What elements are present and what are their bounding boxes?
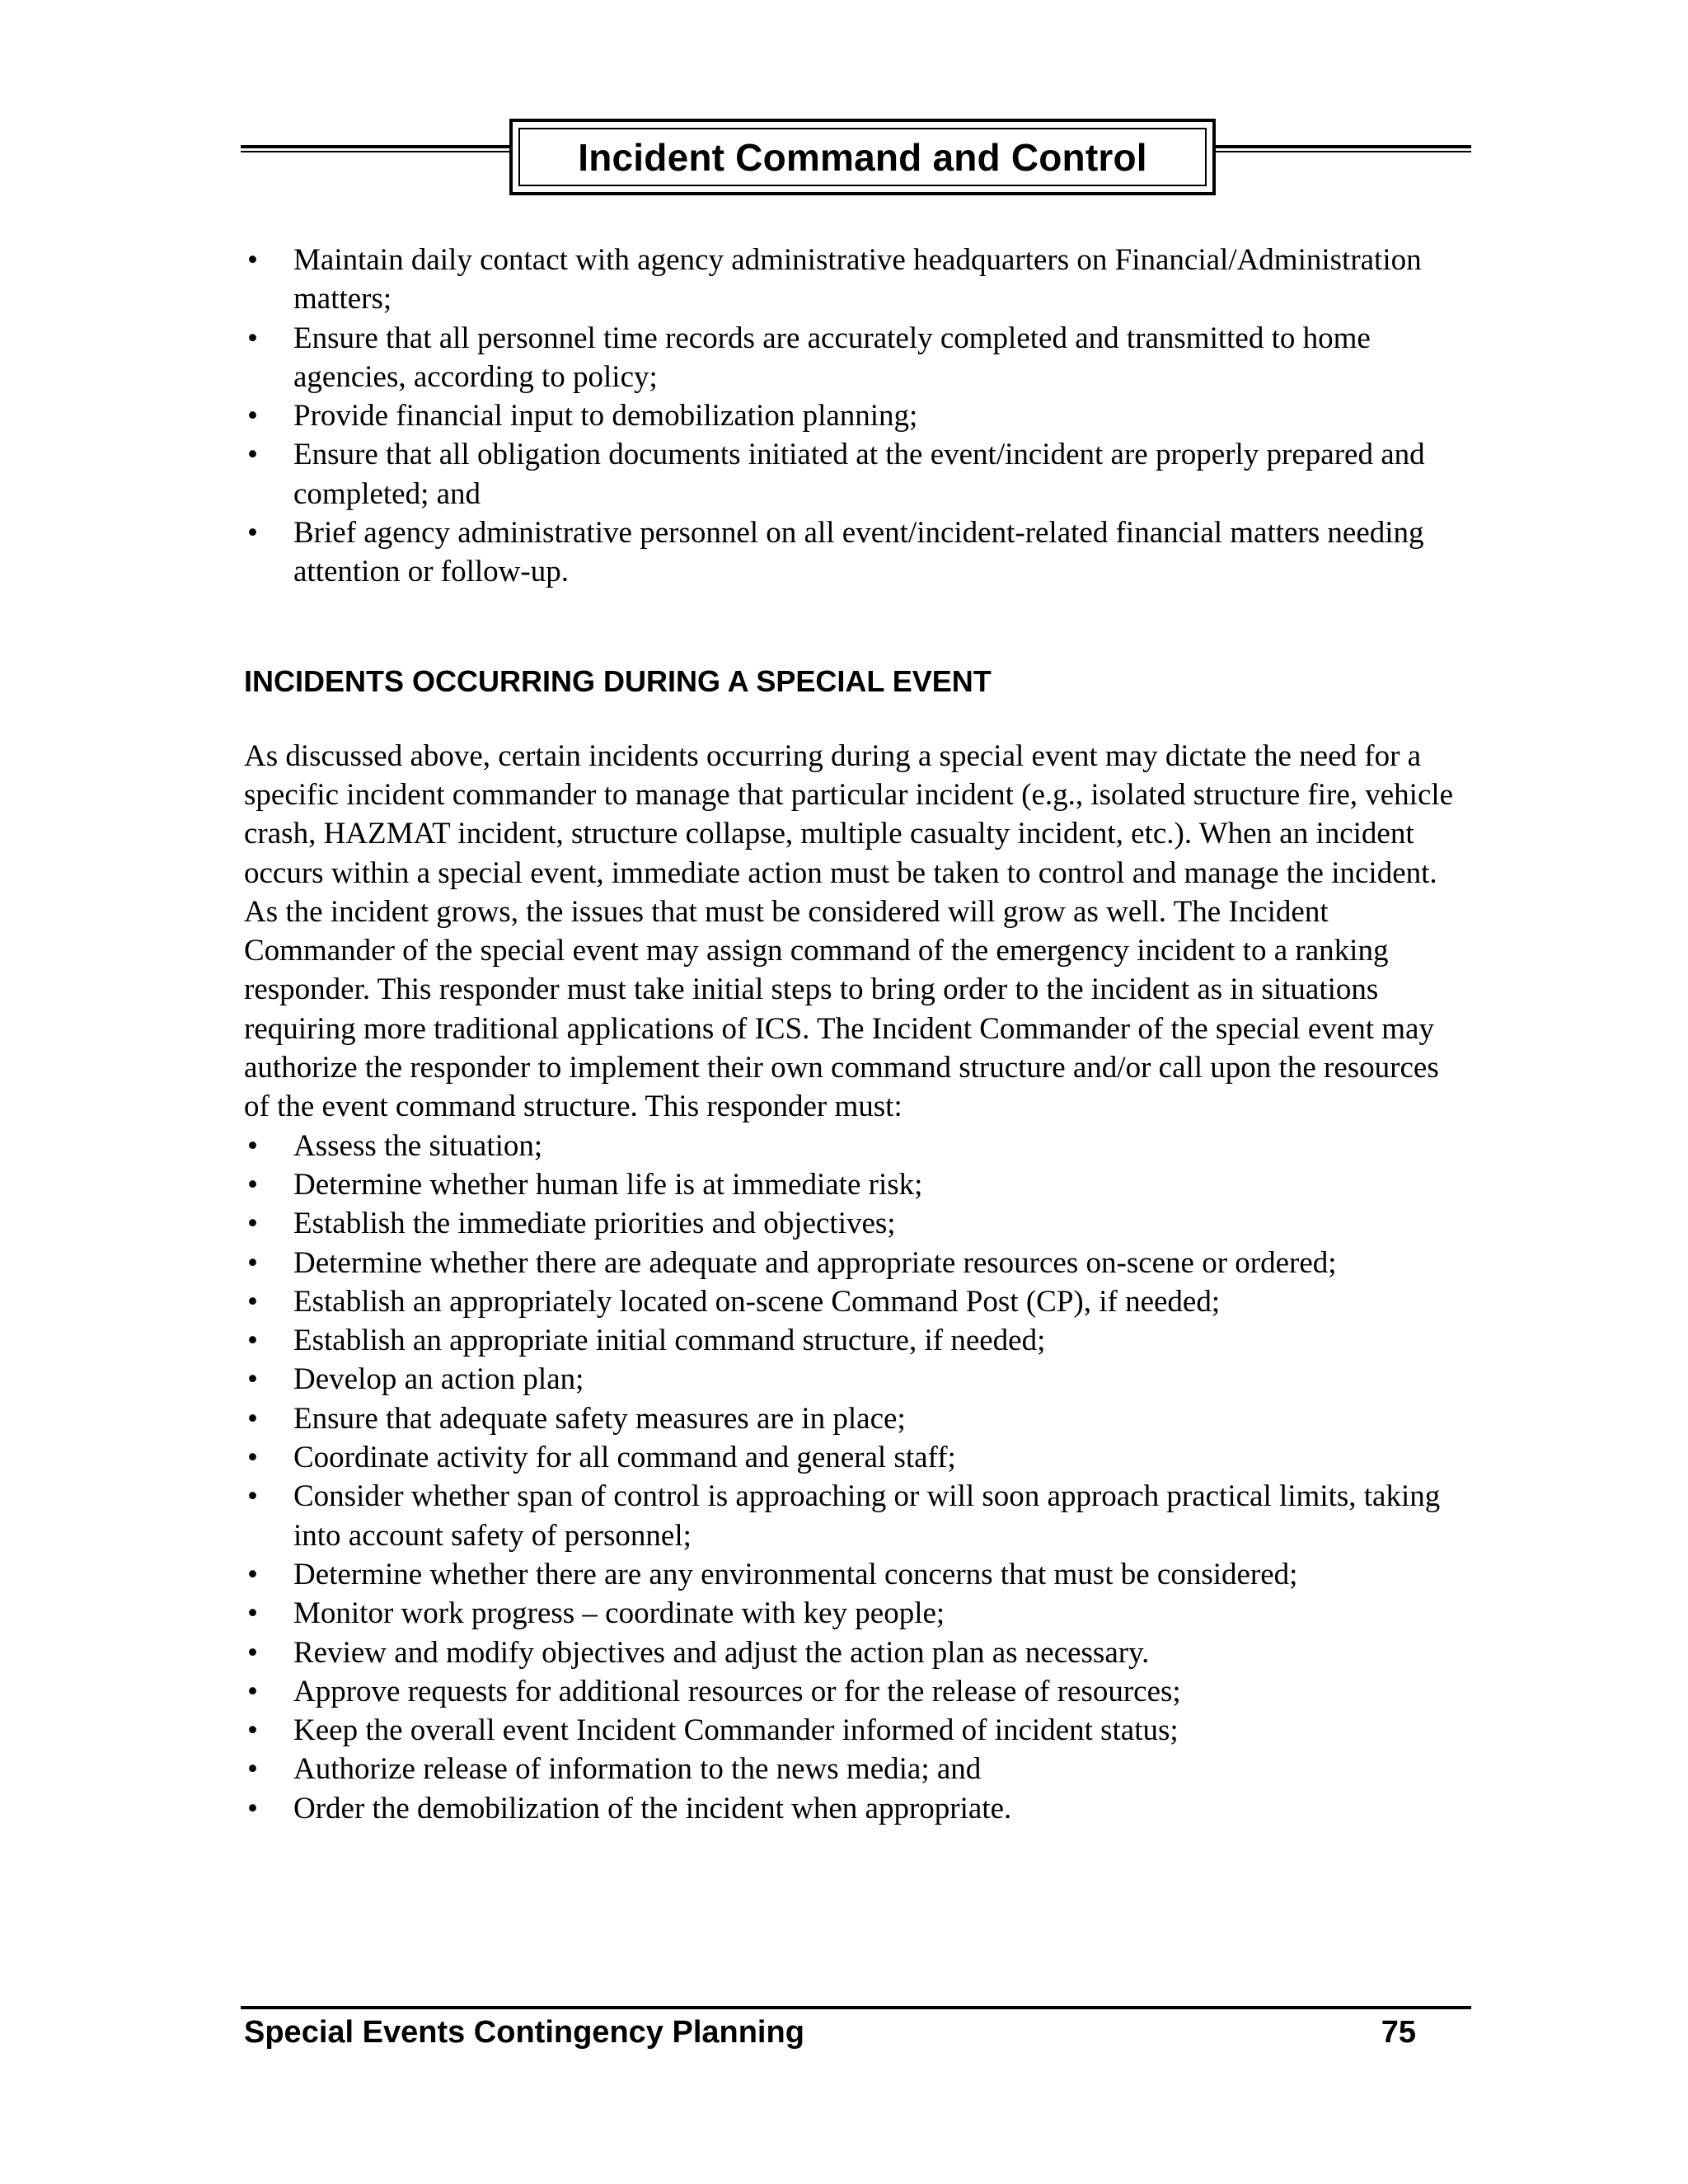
list-item: • Monitor work progress – coordinate with key people; xyxy=(244,1594,1464,1633)
section-paragraph: As discussed above, certain incidents occurring during a special event may dictate the need for a specific incident commander to manage that particular incident (e.g., isolated structure fire, vehicle crash, HAZMAT incident, structure collapse, multiple casualty incident, etc.). When an incident occurs within a special event, immediate action must be taken to control and manage the incident. As the incident grows, the issues that must be considered will grow as well. The Incident Commander of the special event may assign command of the emergency incident to a ranking responder. This responder must take initial steps to bring order to the incident as in situations requiring more traditional applications of ICS. The Incident Commander of the special event may authorize the responder to implement their own command structure and/or call upon the resources of the event command structure. This responder must: xyxy=(244,738,1454,1124)
list-item: • Brief agency administrative personnel on all event/incident-related financial matters needing attention or follow-up. xyxy=(244,513,1464,592)
page-number: 75 xyxy=(1381,2015,1416,2050)
list-item: • Ensure that all obligation documents initiated at the event/incident are properly prepared and completed; and xyxy=(244,435,1464,513)
footer-rule xyxy=(241,2006,1471,2009)
header-rule-right xyxy=(1216,145,1471,152)
footer-title: Special Events Contingency Planning xyxy=(244,2015,804,2050)
list-item: • Maintain daily contact with agency administrative headquarters on Financial/Administration matters; xyxy=(244,241,1464,319)
list-item: • Authorize release of information to the news media; and xyxy=(244,1750,1464,1788)
list-item: • Develop an action plan; xyxy=(244,1360,1464,1399)
header-box xyxy=(509,119,1216,195)
list-item: • Provide financial input to demobilization planning; xyxy=(244,396,1464,435)
page-title: Incident Command and Control xyxy=(578,135,1147,179)
bullet-list-bottom xyxy=(244,1127,1464,1828)
section-heading: INCIDENTS OCCURRING DURING A SPECIAL EVENT xyxy=(244,663,992,698)
bullet-list-top xyxy=(244,241,1464,592)
list-item: • Keep the overall event Incident Commander informed of incident status; xyxy=(244,1711,1464,1750)
list-item: • Approve requests for additional resources or for the release of resources; xyxy=(244,1672,1464,1711)
list-item: • Determine whether human life is at immediate risk; xyxy=(244,1165,1464,1204)
list-item: • Ensure that all personnel time records are accurately completed and transmitted to home agencies, according to policy; xyxy=(244,319,1464,397)
list-item: • Establish the immediate priorities and objectives; xyxy=(244,1204,1464,1243)
document-body xyxy=(244,241,1464,1828)
list-item: • Coordinate activity for all command and general staff; xyxy=(244,1438,1464,1477)
list-item: • Order the demobilization of the incident when appropriate. xyxy=(244,1789,1464,1828)
list-item: • Establish an appropriate initial command structure, if needed; xyxy=(244,1321,1464,1360)
header-rule-left xyxy=(241,145,513,152)
list-item: • Determine whether there are adequate and appropriate resources on-scene or ordered; xyxy=(244,1244,1464,1282)
list-item: • Consider whether span of control is approaching or will soon approach practical limits, taking into account safety of personnel; xyxy=(244,1477,1464,1555)
list-item: • Establish an appropriately located on-scene Command Post (CP), if needed; xyxy=(244,1282,1464,1321)
header-box-inner xyxy=(518,128,1207,186)
list-item: • Review and modify objectives and adjust the action plan as necessary. xyxy=(244,1633,1464,1672)
list-item: • Assess the situation; xyxy=(244,1127,1464,1165)
list-item: • Determine whether there are any environmental concerns that must be considered; xyxy=(244,1555,1464,1594)
list-item: • Ensure that adequate safety measures are in place; xyxy=(244,1399,1464,1438)
